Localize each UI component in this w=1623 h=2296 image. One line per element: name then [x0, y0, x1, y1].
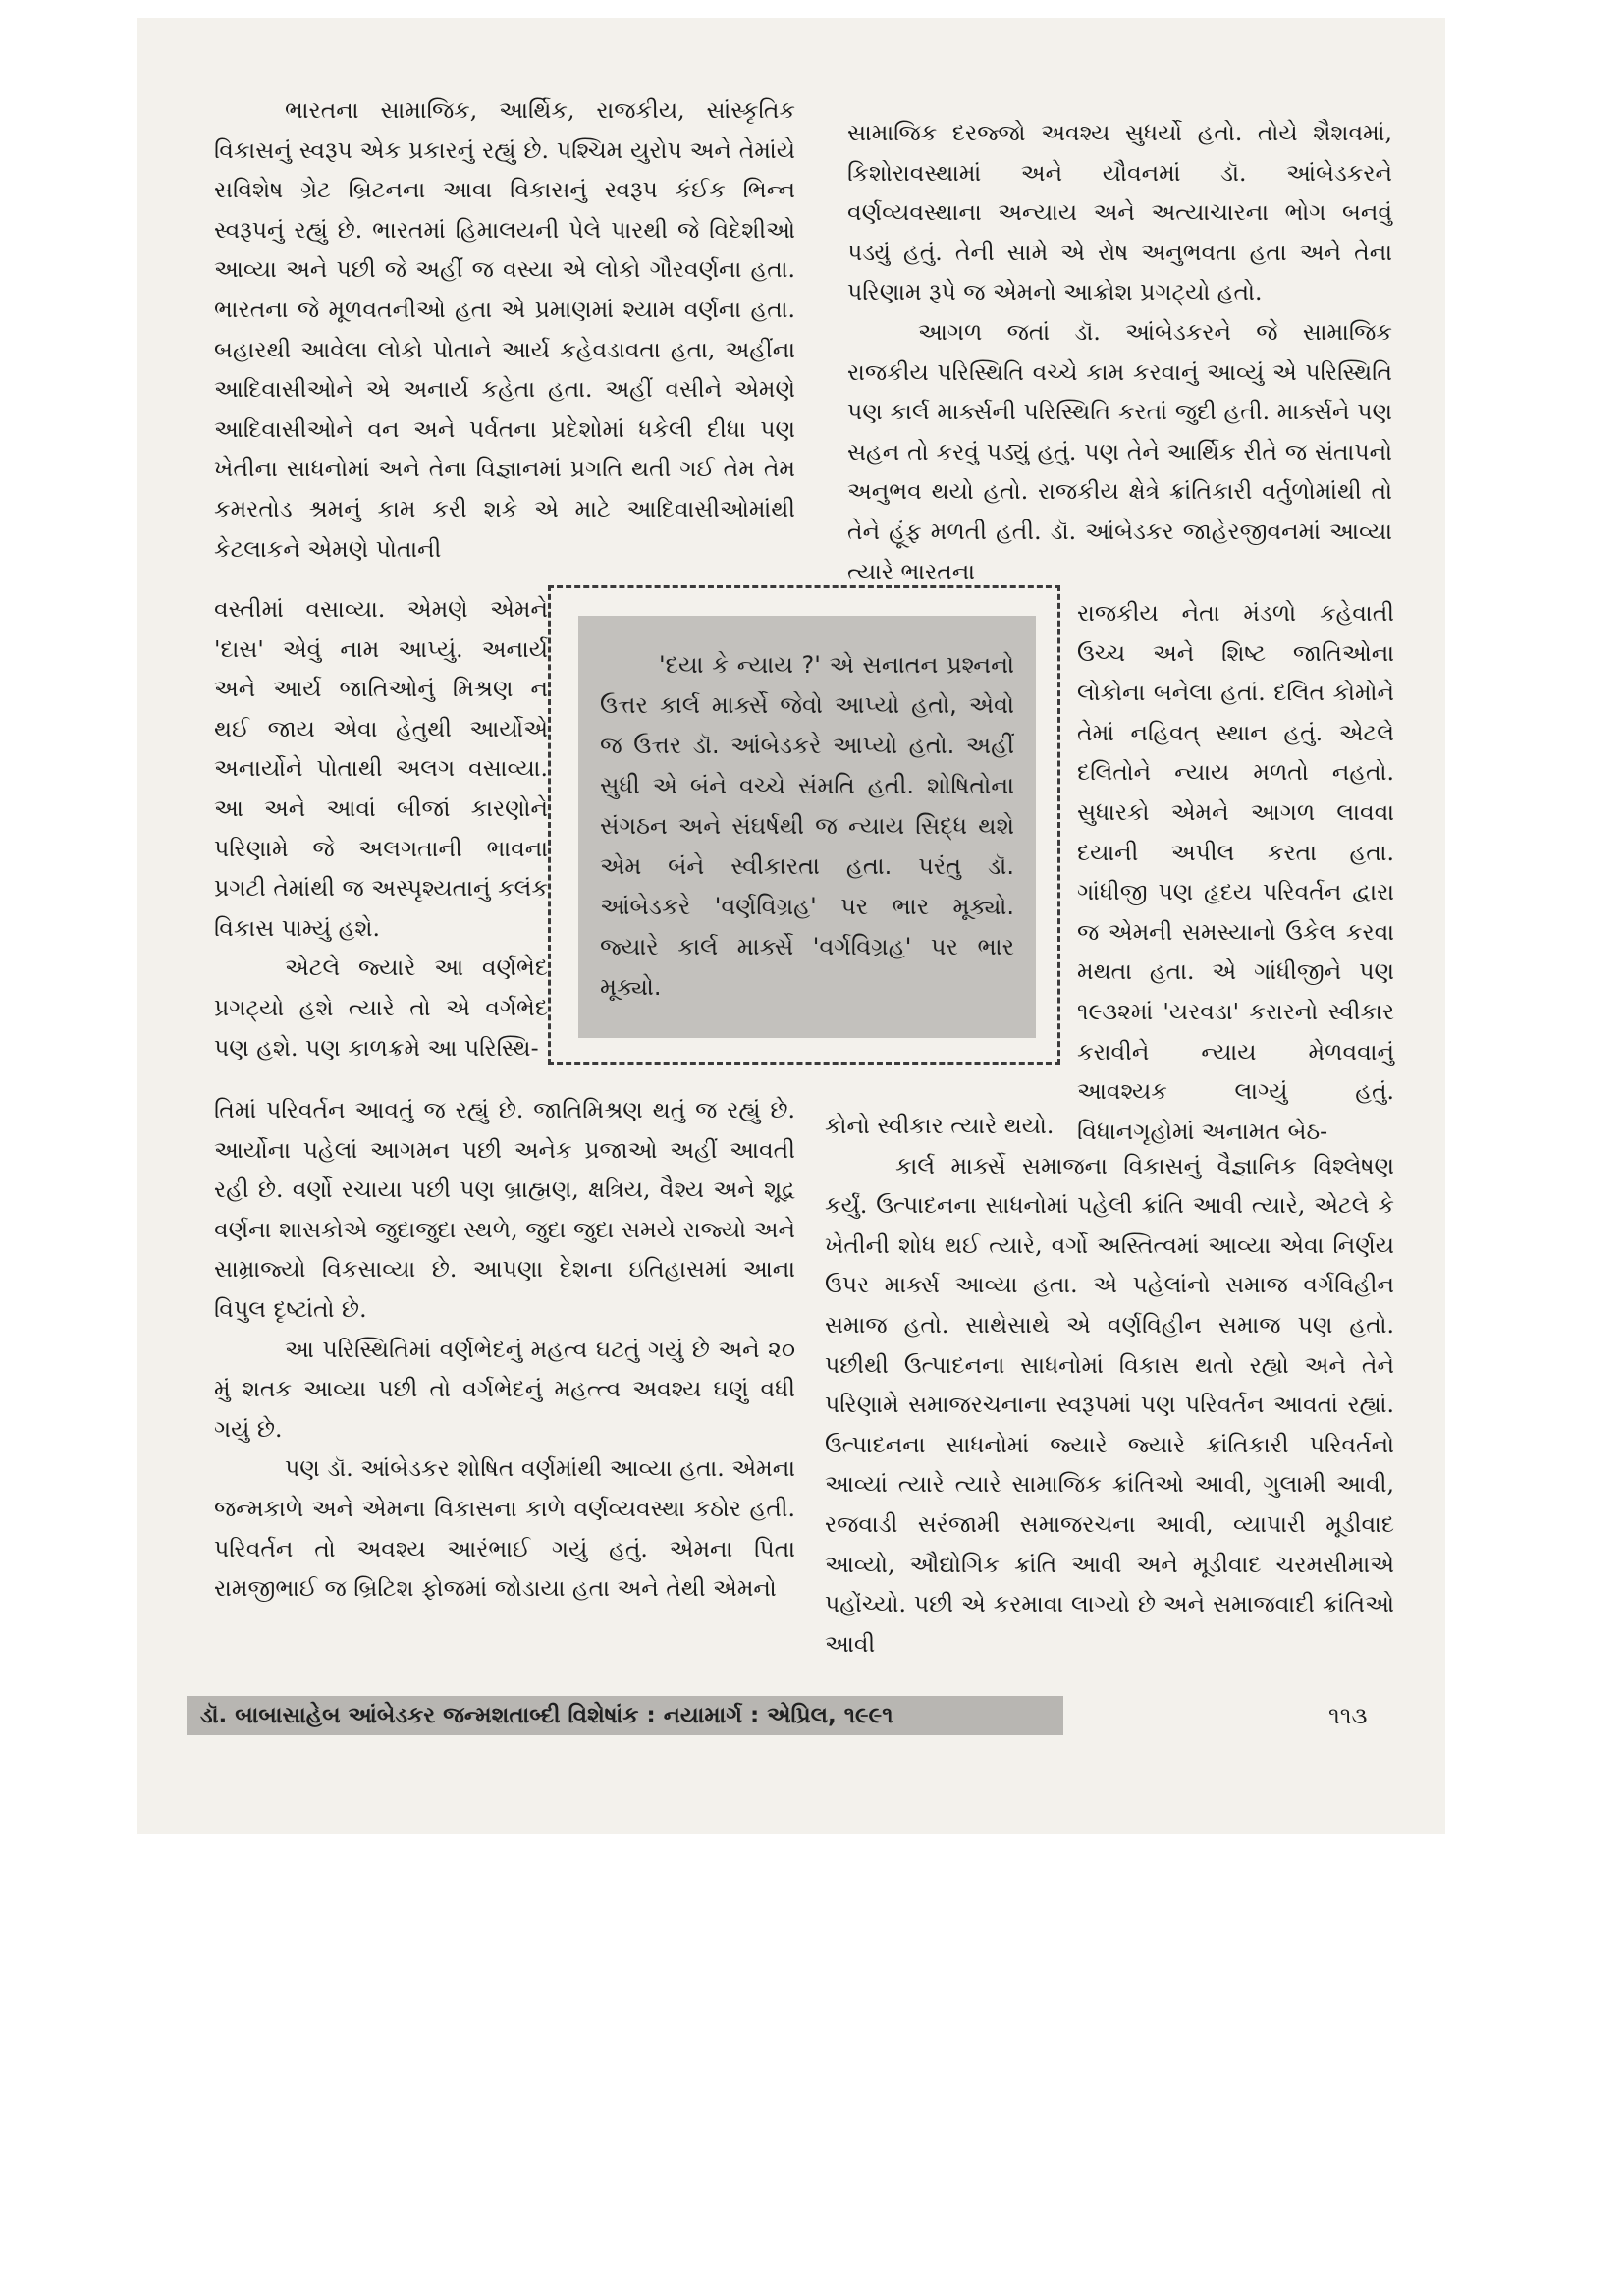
running-title: ડૉ. બાબાસાહેબ આંબેડકર જન્મશતાબ્દી વિશેષાંક : નયામાર્ગ : એપ્રિલ, ૧૯૯૧ [200, 1703, 893, 1728]
paragraph: આગળ જતાં ડૉ. આંબેડકરને જે સામાજિક રાજકીય પરિસ્થિતિ વચ્ચે કામ કરવાનું આવ્યું એ પરિસ્થિતિ પણ કાર્લ માર્ક્સની પરિસ્થિતિ કરતાં જુદી હતી. માર્ક્સને પણ સહન તો કરવું પડ્યું હતું. પણ તેને આર્થિક રીતે જ સંતાપનો અનુભવ થયો હતો. રાજકીય ક્ષેત્રે ક્રાંતિકારી વર્તુળોમાંથી તો તેને હૂંફ મળતી હતી. ડૉ. આંબેડકર જાહેરજીવનમાં આવ્યા ત્યારે ભારતના [847, 317, 1392, 585]
paragraph: પણ ડૉ. આંબેડકર શોષિત વર્ણમાંથી આવ્યા હતા. એમના જન્મકાળે અને એમના વિકાસના કાળે વર્ણવ્યવસ્થા કઠોર હતી. પરિવર્તન તો અવશ્ય આરંભાઈ ગયું હતું. એમના પિતા રામજીભાઈ જ બ્રિટિશ ફોજમાં જોડાયા હતા અને તેથી એમનો [214, 1454, 795, 1603]
paragraph: તિમાં પરિવર્તન આવતું જ રહ્યું છે. જાતિમિશ્રણ થતું જ રહ્યું છે. આર્યોના પહેલાં આગમન પછી અનેક પ્રજાઓ અહીં આવતી રહી છે. વર્ણો રચાયા પછી પણ બ્રાહ્મણ, ક્ષત્રિય, વૈશ્ય અને શૂદ્ર વર્ણના શાસકોએ જુદાજુદા સ્થળે, જુદા જુદા સમયે રાજ્યો અને સામ્રાજ્યો વિકસાવ્યા છે. આપણા દેશના ઇતિહાસમાં આના વિપુલ દૃષ્ટાંતો છે. [214, 1096, 795, 1323]
pullquote-paragraph: 'દયા કે ન્યાય ?' એ સનાતન પ્રશ્નનો ઉત્તર કાર્લ માર્ક્સે જેવો આપ્યો હતો, એવો જ ઉત્તર ડૉ. આંબેડકરે આપ્યો હતો. અહીં સુધી એ બંને વચ્ચે સંમતિ હતી. શોષિતોના સંગઠન અને સંઘર્ષથી જ ન્યાય સિદ્ધ થશે એમ બંને સ્વીકારતા હતા. પરંતુ ડૉ. આંબેડકરે 'વર્ણવિગ્રહ' પર ભાર મૂક્યો. જ્યારે કાર્લ માર્ક્સે 'વર્ગવિગ્રહ' પર ભાર મૂક્યો. [600, 651, 1014, 1001]
paragraph: એટલે જ્યારે આ વર્ણભેદ પ્રગટ્યો હશે ત્યારે તો એ વર્ગભેદ પણ હશે. પણ કાળક્રમે આ પરિસ્થિ- [214, 954, 548, 1062]
article-column-right-bottom [825, 1106, 1394, 1664]
paragraph: વસ્તીમાં વસાવ્યા. એમણે એમને 'દાસ' એવું નામ આપ્યું. અનાર્ય અને આર્ય જાતિઓનું મિશ્રણ ન થઈ જાય એવા હેતુથી આર્યોએ અનાર્યોને પોતાથી અલગ વસાવ્યા. આ અને આવાં બીજાં કારણોને પરિણામે જે અલગતાની ભાવના પ્રગટી તેમાંથી જ અસ્પૃશ્યતાનું કલંક વિકાસ પામ્યું હશે. [214, 595, 548, 942]
paragraph: આ પરિસ્થિતિમાં વર્ણભેદનું મહત્વ ઘટતું ગયું છે અને ૨૦ મું શતક આવ્યા પછી તો વર્ગભેદનું મહત્ત્વ અવશ્ય ઘણું વધી ગયું છે. [214, 1335, 795, 1443]
pullquote-text [600, 645, 1014, 1008]
article-column-left-middle [214, 589, 548, 1067]
page-number: ૧૧૩ [1328, 1702, 1368, 1729]
paragraph: ભારતના સામાજિક, આર્થિક, રાજકીય, સાંસ્કૃતિક વિકાસનું સ્વરૂપ એક પ્રકારનું રહ્યું છે. પશ્ચિમ યુરોપ અને તેમાંયે સવિશેષ ગ્રેટ બ્રિટનના આવા વિકાસનું સ્વરૂપ કંઈક ભિન્ન સ્વરૂપનું રહ્યું છે. ભારતમાં હિમાલયની પેલે પારથી જે વિદેશીઓ આવ્યા અને પછી જે અહીં જ વસ્યા એ લોકો ગૌરવર્ણના હતા. ભારતના જે મૂળવતનીઓ હતા એ પ્રમાણમાં શ્યામ વર્ણના હતા. બહારથી આવેલા લોકો પોતાને આર્ય કહેવડાવતા હતા, અહીંના આદિવાસીઓને એ અનાર્ય કહેતા હતા. અહીં વસીને એમણે આદિવાસીઓને વન અને પર્વતના પ્રદેશોમાં ધકેલી દીધા પણ ખેતીના સાધનોમાં અને તેના વિજ્ઞાનમાં પ્રગતિ થતી ગઈ તેમ તેમ કમરતોડ શ્રમનું કામ કરી શકે એ માટે આદિવાસીઓમાંથી કેટલાકને એમણે પોતાની [214, 96, 795, 563]
article-column-right-middle [1077, 593, 1394, 1151]
article-column-left-top [214, 90, 795, 569]
paragraph: કાર્લ માર્ક્સે સમાજના વિકાસનું વૈજ્ઞાનિક વિશ્લેષણ કર્યું. ઉત્પાદનના સાધનોમાં પહેલી ક્રાંતિ આવી ત્યારે, એટલે કે ખેતીની શોધ થઈ ત્યારે, વર્ગો અસ્તિત્વમાં આવ્યા એવા નિર્ણય ઉપર માર્ક્સ આવ્યા હતા. એ પહેલાંનો સમાજ વર્ગવિહીન સમાજ હતો. સાથેસાથે એ વર્ણવિહીન સમાજ પણ હતો. પછીથી ઉત્પાદનના સાધનોમાં વિકાસ થતો રહ્યો અને તેને પરિણામે સમાજરચનાના સ્વરૂપમાં પણ પરિવર્તન આવતાં રહ્યાં. ઉત્પાદનના સાધનોમાં જ્યારે જ્યારે ક્રાંતિકારી પરિવર્તનો આવ્યાં ત્યારે ત્યારે સામાજિક ક્રાંતિઓ આવી, ગુલામી આવી, રજવાડી સરંજામી સમાજરચના આવી, વ્યાપારી મૂડીવાદ આવ્યો, ઔદ્યોગિક ક્રાંતિ આવી અને મૂડીવાદ ચરમસીમાએ પહોંચ્યો. પછી એ કરમાવા લાગ્યો છે અને સમાજવાદી ક્રાંતિઓ આવી [825, 1151, 1394, 1658]
article-column-left-bottom [214, 1090, 795, 1609]
pullquote-shading [578, 616, 1036, 1038]
running-footer [187, 1696, 1063, 1735]
paragraph: સામાજિક દરજ્જો અવશ્ય સુધર્યો હતો. તોયે શૈશવમાં, કિશોરાવસ્થામાં અને યૌવનમાં ડૉ. આંબેડકરને વર્ણવ્યવસ્થાના અન્યાય અને અત્યાચારના ભોગ બનવું પડ્યું હતું. તેની સામે એ રોષ અનુભવતા હતા અને તેના પરિણામ રૂપે જ એમનો આક્રોશ પ્રગટ્યો હતો. [847, 119, 1392, 306]
paragraph: કોનો સ્વીકાર ત્યારે થયો. [825, 1112, 1055, 1139]
paragraph: રાજકીય નેતા મંડળો કહેવાતી ઉચ્ચ અને શિષ્ટ જાતિઓના લોકોના બનેલા હતાં. દલિત કોમોને તેમાં નહિવત્ સ્થાન હતું. એટલે દલિતોને ન્યાય મળતો નહતો. સુધારકો એમને આગળ લાવવા દયાની અપીલ કરતા હતા. ગાંધીજી પણ હૃદય પરિવર્તન દ્વારા જ એમની સમસ્યાનો ઉકેલ કરવા મથતા હતા. એ ગાંધીજીને પણ ૧૯૩૨માં 'યરવડા' કરારનો સ્વીકાર કરાવીને ન્યાય મેળવવાનું આવશ્યક લાગ્યું હતું. વિધાનગૃહોમાં અનામત બેઠ- [1077, 599, 1394, 1145]
article-column-right-top [847, 113, 1392, 591]
pullquote-box [548, 585, 1060, 1065]
